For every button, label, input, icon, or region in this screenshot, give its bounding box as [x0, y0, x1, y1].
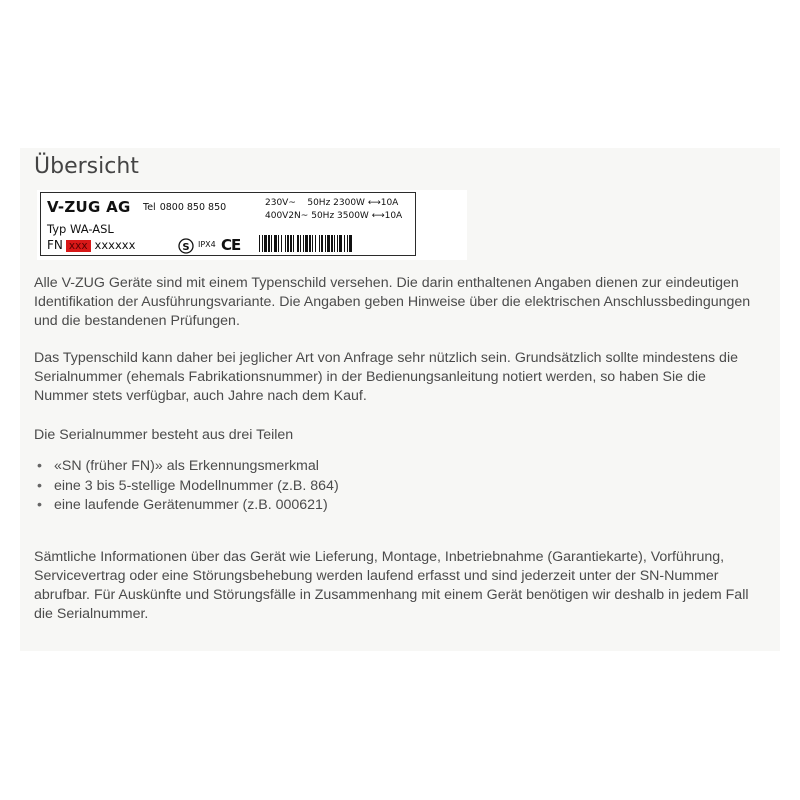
- double-arrow-icon: ⟷: [367, 198, 381, 208]
- rating-line1-power: 50Hz 2300W: [307, 198, 365, 208]
- nameplate-phone: [143, 202, 226, 213]
- safety-s-mark-icon: [178, 238, 194, 254]
- barcode-bar: [312, 235, 313, 252]
- barcode-bar: [287, 235, 289, 252]
- barcode-bar: [290, 235, 292, 252]
- serial-parts-intro: Die Serialnummer besteht aus drei Teilen: [34, 427, 294, 443]
- barcode-bar: [297, 235, 299, 252]
- barcode-bar: [274, 235, 277, 252]
- nameplate-fn: [47, 238, 135, 252]
- list-item: • «SN (früher FN)» als Erkennungsmerkmal: [34, 457, 339, 477]
- barcode-bar: [281, 235, 282, 252]
- barcode-bar: [325, 235, 326, 252]
- barcode-bar: [285, 235, 286, 252]
- barcode-bar: [271, 235, 272, 252]
- barcode-bar: [300, 235, 301, 252]
- barcode-bar: [309, 235, 311, 252]
- nameplate-brand: V-ZUG AG: [47, 198, 131, 216]
- ipx-rating: IPX4: [198, 240, 216, 249]
- barcode-bar: [305, 235, 308, 252]
- overview-panel: [20, 148, 780, 651]
- nameplate-usage-paragraph: Das Typenschild kann daher bei jeglicher Art von Anfrage sehr nützlich sein. Grundsätzlich sollte mindestens die Serialnummer (ehemals Fabrikationsnummer) in der Bedienungsanleitung notiert werden, so haben Sie die Nummer stets verfügbar, auch Jahre nach dem Kauf.: [34, 350, 738, 404]
- barcode-bar: [303, 235, 304, 252]
- nameplate-electrical-ratings: [265, 197, 402, 223]
- intro-paragraph: Alle V-ZUG Geräte sind mit einem Typenschild versehen. Die darin enthaltenen Angaben dienen zur eindeutigen Identifikation der Ausführungsvariante. Die Angaben geben Hinweise über die elektrischen Anschlussbedingungen und die bestandenen Prüfungen.: [34, 275, 751, 329]
- barcode-bar: [319, 235, 320, 252]
- list-item: • eine 3 bis 5-stellige Modellnummer (z.B. 864): [34, 477, 339, 497]
- rating-line2-voltage: 400V2N~: [265, 211, 309, 221]
- barcode-bar: [293, 235, 294, 252]
- barcode-bar: [337, 235, 338, 252]
- nameplate-type: Typ WA-ASL: [47, 222, 114, 236]
- rating-line1-voltage: 230V~: [265, 198, 296, 208]
- nameplate-image: [40, 192, 416, 256]
- barcode-bar: [349, 235, 352, 252]
- ce-mark-icon: CE: [221, 236, 241, 254]
- nameplate-phone-number: 0800 850 850: [159, 202, 227, 213]
- list-item: • eine laufende Gerätenummer (z.B. 000621): [34, 496, 339, 516]
- barcode-bar: [315, 235, 316, 252]
- barcode-bar: [339, 235, 342, 252]
- serial-parts-list: [34, 457, 339, 516]
- barcode-bar: [334, 235, 335, 252]
- barcode-bar: [268, 235, 270, 252]
- barcode-bar: [344, 235, 345, 252]
- barcode-bar: [262, 235, 263, 252]
- rating-line2-current: 10A: [384, 211, 403, 221]
- fn-label: FN: [47, 238, 63, 252]
- barcode-bar: [347, 235, 348, 252]
- svg-text:S: S: [182, 242, 190, 253]
- barcode-bar: [259, 235, 260, 252]
- service-info-paragraph: Sämtliche Informationen über das Gerät wie Lieferung, Montage, Inbetriebnahme (Garantiekarte), Vorführung, Servicevertrag oder eine Störungsbehebung werden laufend erfasst und sind jederzeit unter der SN-Nummer abrufbar. Für Auskünfte und Störungsfälle in Zusammenhang mit einem Gerät benötigen wir deshalb in jedem Fall die Serialnummer.: [34, 549, 749, 622]
- barcode-icon: [259, 235, 409, 252]
- section-heading: Übersicht: [34, 154, 139, 179]
- nameplate-phone-label: Tel: [143, 202, 156, 213]
- barcode-bar: [264, 235, 267, 252]
- barcode-bar: [327, 235, 330, 252]
- barcode-bar: [278, 235, 279, 252]
- double-arrow-icon: ⟷: [371, 211, 385, 221]
- rating-line1-current: 10A: [380, 198, 399, 208]
- fn-code-highlight: xxx: [66, 240, 91, 252]
- rating-line2-power: 50Hz 3500W: [311, 211, 369, 221]
- barcode-bar: [331, 235, 333, 252]
- barcode-bar: [321, 235, 323, 252]
- fn-serial: xxxxxx: [94, 238, 136, 252]
